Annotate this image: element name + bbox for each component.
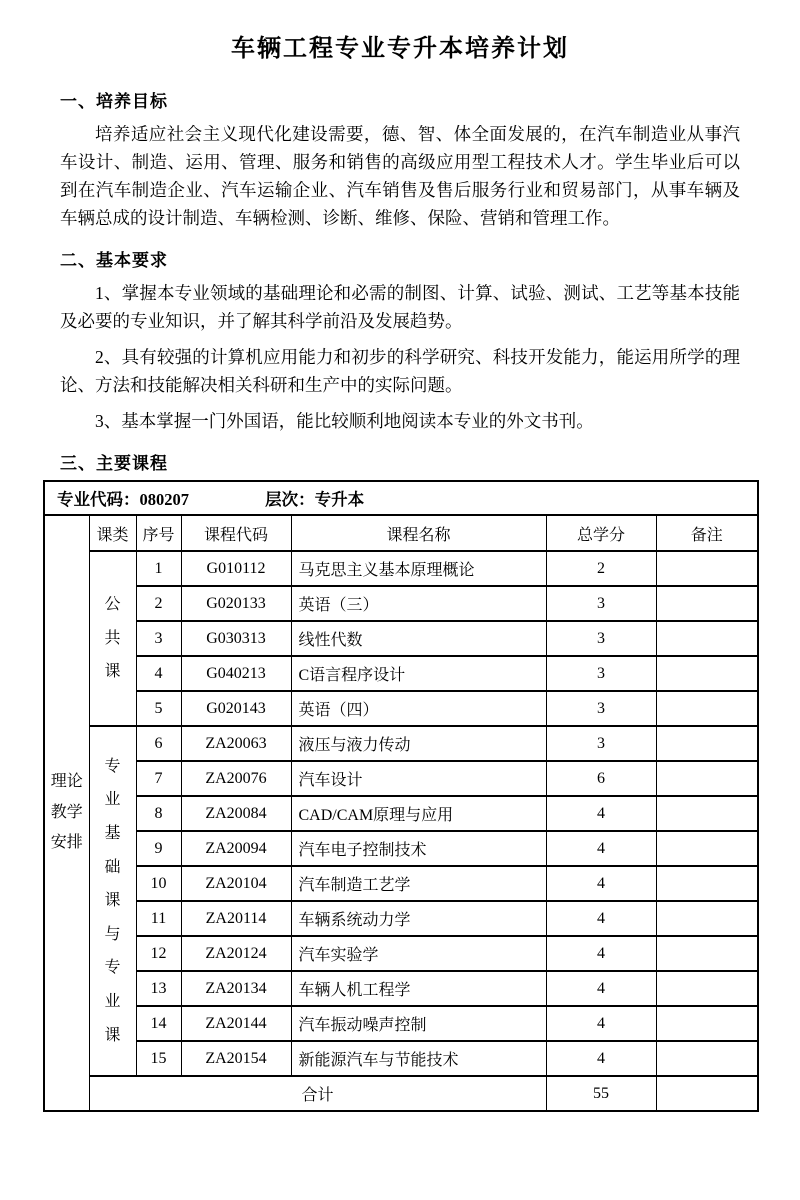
total-label-cell: 合计: [89, 1076, 546, 1111]
table-row: [44, 796, 758, 831]
course-code-cell: ZA20154: [181, 1041, 291, 1076]
table-row: [44, 761, 758, 796]
course-credits-cell: 3: [546, 621, 656, 656]
course-code-cell: ZA20063: [181, 726, 291, 761]
remark-cell: [656, 621, 758, 656]
section-heading-courses: 三、主要课程: [60, 454, 168, 473]
col-header-category: 课类: [89, 515, 136, 551]
table-row: [44, 831, 758, 866]
remark-cell: [656, 936, 758, 971]
course-name-cell: CAD/CAM原理与应用: [291, 796, 546, 831]
course-code-cell: ZA20094: [181, 831, 291, 866]
course-credits-cell: 4: [546, 866, 656, 901]
col-header-code: 课程代码: [181, 515, 291, 551]
course-credits-cell: 2: [546, 551, 656, 586]
course-code-cell: ZA20124: [181, 936, 291, 971]
table-row: [44, 936, 758, 971]
remark-cell: [656, 1041, 758, 1076]
course-code-cell: G020133: [181, 586, 291, 621]
course-name-cell: 汽车电子控制技术: [291, 831, 546, 866]
course-name-cell: 马克思主义基本原理概论: [291, 551, 546, 586]
course-credits-cell: 3: [546, 586, 656, 621]
requirement-paragraph-2: 2、具有较强的计算机应用能力和初步的科学研究、科技开发能力，能运用所学的理论、方法和技能解决相关科研和生产中的实际问题。: [60, 347, 740, 395]
course-no-cell: 14: [136, 1006, 181, 1041]
course-credits-cell: 4: [546, 971, 656, 1006]
course-name-cell: 英语（四）: [291, 691, 546, 726]
course-code-cell: ZA20134: [181, 971, 291, 1006]
course-credits-cell: 3: [546, 726, 656, 761]
remark-cell: [656, 971, 758, 1006]
course-no-cell: 11: [136, 901, 181, 936]
table-meta-cell: [44, 481, 758, 515]
course-name-cell: 线性代数: [291, 621, 546, 656]
table-header-row: [44, 515, 758, 551]
table-row: [44, 971, 758, 1006]
course-credits-cell: 3: [546, 691, 656, 726]
row-group-label: 理论教学安排: [50, 773, 83, 852]
course-name-cell: 汽车实验学: [291, 936, 546, 971]
remark-cell: [656, 1076, 758, 1111]
course-name-cell: 车辆系统动力学: [291, 901, 546, 936]
course-no-cell: 4: [136, 656, 181, 691]
course-name-cell: 液压与液力传动: [291, 726, 546, 761]
course-credits-cell: 6: [546, 761, 656, 796]
table-row: [44, 1006, 758, 1041]
course-credits-cell: 3: [546, 656, 656, 691]
table-row: [44, 1041, 758, 1076]
course-credits-cell: 4: [546, 1041, 656, 1076]
remark-cell: [656, 831, 758, 866]
course-no-cell: 10: [136, 866, 181, 901]
table-row: [44, 551, 758, 586]
category-label-public: 公共课: [104, 596, 121, 681]
col-header-credits: 总学分: [546, 515, 656, 551]
course-table: [43, 480, 759, 1112]
course-no-cell: 12: [136, 936, 181, 971]
course-code-cell: G010112: [181, 551, 291, 586]
course-code-cell: G040213: [181, 656, 291, 691]
requirement-paragraph-1: 1、掌握本专业领域的基础理论和必需的制图、计算、试验、测试、工艺等基本技能及必要的专业知识，并了解其科学前沿及发展趋势。: [60, 283, 740, 331]
remark-cell: [656, 796, 758, 831]
course-credits-cell: 4: [546, 796, 656, 831]
objectives-paragraph: 培养适应社会主义现代化建设需要，德、智、体全面发展的，在汽车制造业从事汽车设计、制造、运用、管理、服务和销售的高级应用型工程技术人才。学生毕业后可以到在汽车制造企业、汽车运输企业、汽车销售及售后服务行业和贸易部门，从事车辆及车辆总成的设计制造、车辆检测、诊断、维修、保险、营销和管理工作。: [60, 124, 740, 228]
remark-cell: [656, 656, 758, 691]
table-row: [44, 726, 758, 761]
row-group-cell: [44, 515, 89, 1111]
table-meta-row: [44, 481, 758, 515]
course-name-cell: C语言程序设计: [291, 656, 546, 691]
major-code-label: 专业代码：080207: [57, 490, 189, 509]
course-code-cell: ZA20104: [181, 866, 291, 901]
category-cell-public: [89, 551, 136, 726]
course-no-cell: 7: [136, 761, 181, 796]
course-name-cell: 新能源汽车与节能技术: [291, 1041, 546, 1076]
course-no-cell: 2: [136, 586, 181, 621]
table-total-row: [44, 1076, 758, 1111]
course-code-cell: ZA20144: [181, 1006, 291, 1041]
course-name-cell: 车辆人机工程学: [291, 971, 546, 1006]
course-no-cell: 8: [136, 796, 181, 831]
category-label-professional: 专业基础课与专业课: [104, 757, 121, 1044]
col-header-name: 课程名称: [291, 515, 546, 551]
remark-cell: [656, 901, 758, 936]
course-no-cell: 9: [136, 831, 181, 866]
col-header-no: 序号: [136, 515, 181, 551]
course-no-cell: 1: [136, 551, 181, 586]
course-no-cell: 5: [136, 691, 181, 726]
table-row: [44, 901, 758, 936]
course-no-cell: 13: [136, 971, 181, 1006]
remark-cell: [656, 761, 758, 796]
course-name-cell: 汽车振动噪声控制: [291, 1006, 546, 1041]
section-heading-objectives: 一、培养目标: [60, 92, 168, 111]
course-credits-cell: 4: [546, 901, 656, 936]
course-code-cell: G030313: [181, 621, 291, 656]
page-title: 车辆工程专业专升本培养计划: [231, 35, 569, 62]
course-credits-cell: 4: [546, 831, 656, 866]
course-no-cell: 3: [136, 621, 181, 656]
level-label: 层次：专升本: [265, 490, 365, 509]
course-name-cell: 汽车制造工艺学: [291, 866, 546, 901]
course-name-cell: 汽车设计: [291, 761, 546, 796]
course-credits-cell: 4: [546, 1006, 656, 1041]
table-row: [44, 656, 758, 691]
course-code-cell: ZA20114: [181, 901, 291, 936]
requirement-paragraph-3: 3、基本掌握一门外国语，能比较顺利地阅读本专业的外文书刊。: [95, 411, 594, 431]
total-credits-cell: 55: [546, 1076, 656, 1111]
section-heading-requirements: 二、基本要求: [60, 251, 168, 270]
remark-cell: [656, 726, 758, 761]
table-row: [44, 691, 758, 726]
course-code-cell: ZA20076: [181, 761, 291, 796]
col-header-remark: 备注: [656, 515, 758, 551]
course-no-cell: 6: [136, 726, 181, 761]
course-code-cell: ZA20084: [181, 796, 291, 831]
remark-cell: [656, 586, 758, 621]
course-code-cell: G020143: [181, 691, 291, 726]
table-row: [44, 621, 758, 656]
remark-cell: [656, 551, 758, 586]
table-row: [44, 866, 758, 901]
table-row: [44, 586, 758, 621]
remark-cell: [656, 1006, 758, 1041]
remark-cell: [656, 866, 758, 901]
remark-cell: [656, 691, 758, 726]
course-no-cell: 15: [136, 1041, 181, 1076]
course-credits-cell: 4: [546, 936, 656, 971]
category-cell-professional: [89, 726, 136, 1076]
course-name-cell: 英语（三）: [291, 586, 546, 621]
